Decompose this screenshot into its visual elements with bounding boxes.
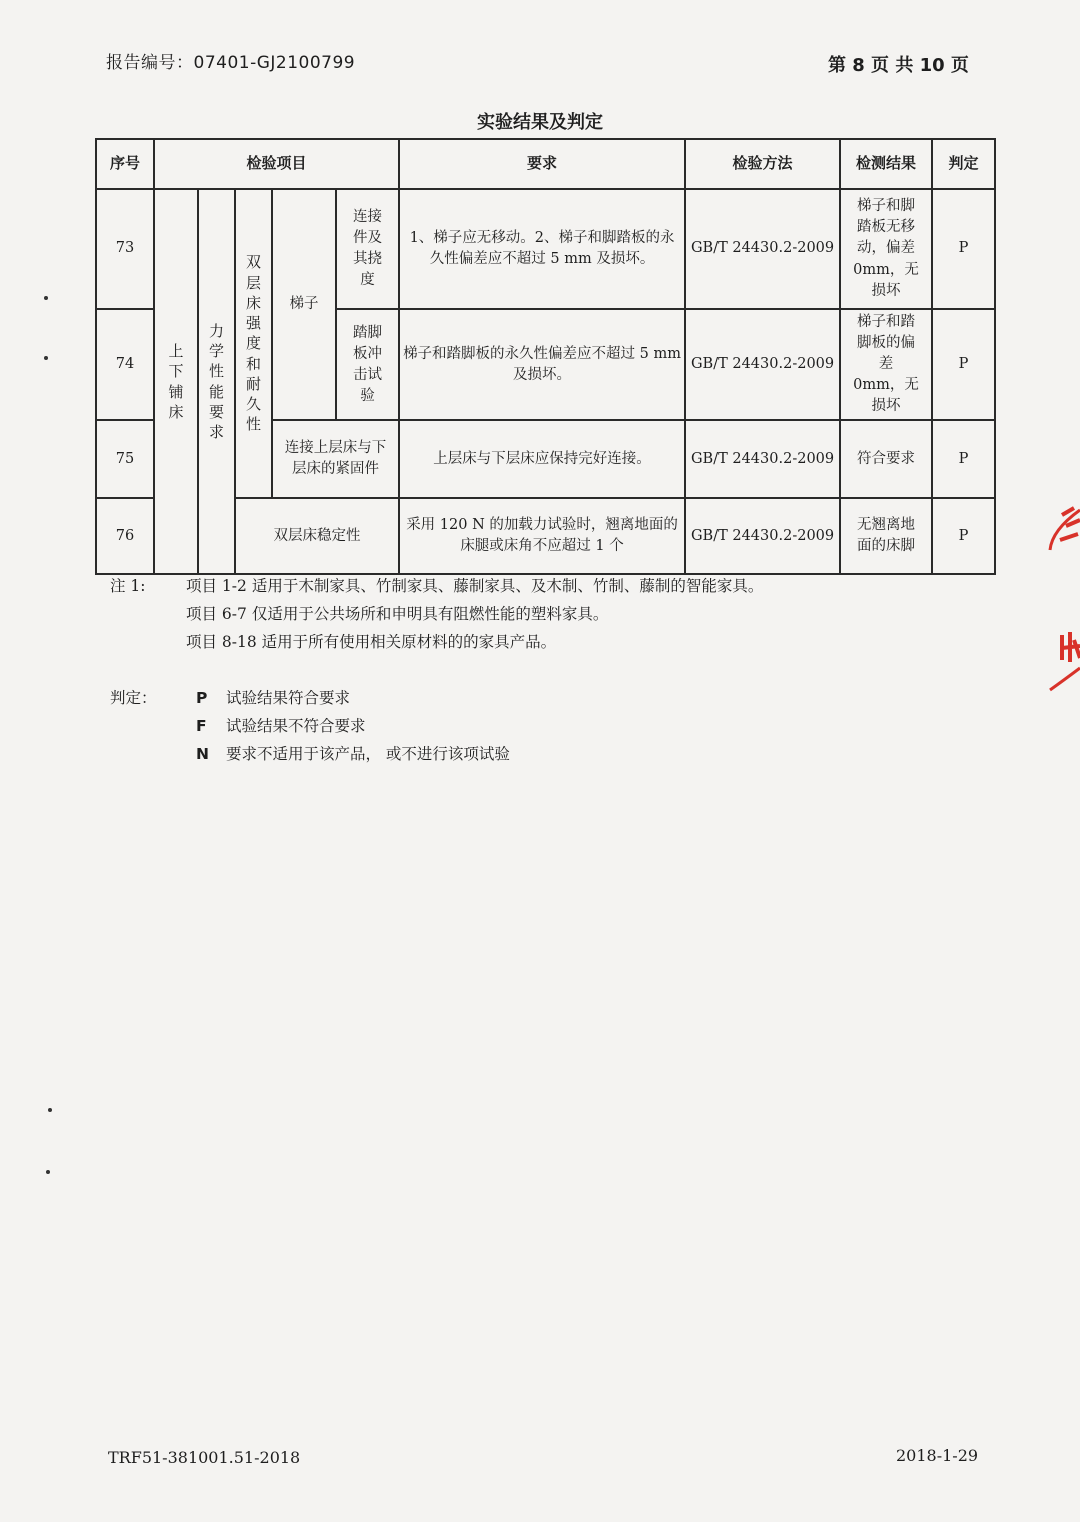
verdict-legend-item	[110, 684, 510, 712]
results-table	[95, 138, 996, 575]
row-verdict: P	[932, 420, 995, 498]
note-line	[110, 628, 763, 656]
verdict-text: 试验结果不符合要求	[226, 717, 366, 735]
scan-speck	[44, 356, 48, 360]
verdict-legend-item	[110, 740, 510, 768]
row-item: 双层床稳定性	[235, 498, 399, 574]
row-requirement: 1、梯子应无移动。2、梯子和脚踏板的永久性偏差应不超过 5 mm 及损坏。	[399, 189, 685, 309]
row-result-text: 梯子和脚踏板无移动，偏差 0mm，无损坏	[853, 198, 919, 299]
notes-label: 注 1:	[110, 577, 146, 595]
table-header-row	[96, 139, 995, 189]
row-no: 73	[96, 189, 154, 309]
row-result	[840, 309, 932, 420]
row-result-text: 梯子和踏脚板的偏差 0mm，无损坏	[853, 314, 919, 415]
row-no: 75	[96, 420, 154, 498]
verdict-text: 试验结果符合要求	[226, 689, 351, 707]
verdict-text: 要求不适用于该产品， 或不进行该项试验	[226, 745, 510, 763]
row-result-text: 无翘离地面的床脚	[857, 517, 916, 555]
group-category-text: 力学性能要求	[209, 321, 225, 442]
row-method: GB/T 24430.2-2009	[685, 189, 840, 309]
row-method: GB/T 24430.2-2009	[685, 309, 840, 420]
scan-speck	[46, 1170, 50, 1174]
header-method: 检验方法	[685, 139, 840, 189]
row-method: GB/T 24430.2-2009	[685, 498, 840, 574]
note-text: 项目 8-18 适用于所有使用相关原材料的的家具产品。	[186, 633, 557, 651]
header-no: 序号	[96, 139, 154, 189]
footer-date: 2018-1-29	[896, 1446, 979, 1465]
row-requirement: 上层床与下层床应保持完好连接。	[399, 420, 685, 498]
row-item	[272, 420, 399, 498]
verdict-legend-label: 判定：	[110, 689, 157, 707]
scan-speck	[44, 296, 48, 300]
row-verdict: P	[932, 189, 995, 309]
group-ladder: 梯子	[272, 189, 336, 420]
row-item	[336, 189, 399, 309]
page-indicator: 第 8 页 共 10 页	[828, 55, 969, 76]
row-result	[840, 189, 932, 309]
notes-section	[110, 572, 763, 656]
row-item-text: 连接件及其挠度	[353, 208, 383, 289]
row-result: 符合要求	[840, 420, 932, 498]
red-seal-stamp	[1040, 490, 1080, 700]
row-requirement: 采用 120 N 的加载力试验时，翘离地面的床腿或床角不应超过 1 个	[399, 498, 685, 574]
verdict-code: P	[196, 689, 208, 707]
verdict-legend	[110, 684, 510, 768]
row-verdict: P	[932, 498, 995, 574]
row-no: 76	[96, 498, 154, 574]
scan-speck	[48, 1108, 52, 1112]
group-product	[154, 189, 198, 574]
row-item-text: 踏脚板冲击试验	[353, 324, 383, 404]
table-row	[96, 189, 995, 309]
group-subcategory-text: 双层床强度和耐久性	[246, 253, 262, 434]
verdict-legend-item	[110, 712, 510, 740]
header-item: 检验项目	[154, 139, 399, 189]
row-item	[336, 309, 399, 420]
note-text: 项目 1-2 适用于木制家具、竹制家具、藤制家具、及木制、竹制、藤制的智能家具。	[186, 577, 764, 595]
row-requirement: 梯子和踏脚板的永久性偏差应不超过 5 mm 及损坏。	[399, 309, 685, 420]
group-product-text: 上下铺床	[168, 342, 184, 421]
note-line	[110, 600, 763, 628]
row-method: GB/T 24430.2-2009	[685, 420, 840, 498]
form-code: TRF51-381001.51-2018	[108, 1448, 301, 1467]
row-no: 74	[96, 309, 154, 420]
header-requirement: 要求	[399, 139, 685, 189]
note-text: 项目 6-7 仅适用于公共场所和申明具有阻燃性能的塑料家具。	[186, 605, 609, 623]
note-line	[110, 572, 763, 600]
verdict-code: F	[196, 717, 207, 735]
group-category	[198, 189, 235, 574]
header-verdict: 判定	[932, 139, 995, 189]
row-item-text: 连接上层床与下层床的紧固件	[284, 440, 387, 478]
header-result: 检测结果	[840, 139, 932, 189]
row-verdict: P	[932, 309, 995, 420]
verdict-code: N	[196, 745, 209, 763]
page-title: 实验结果及判定	[477, 112, 603, 133]
report-number: 报告编号：07401-GJ2100799	[106, 53, 356, 73]
row-result	[840, 498, 932, 574]
group-subcategory	[235, 189, 272, 498]
